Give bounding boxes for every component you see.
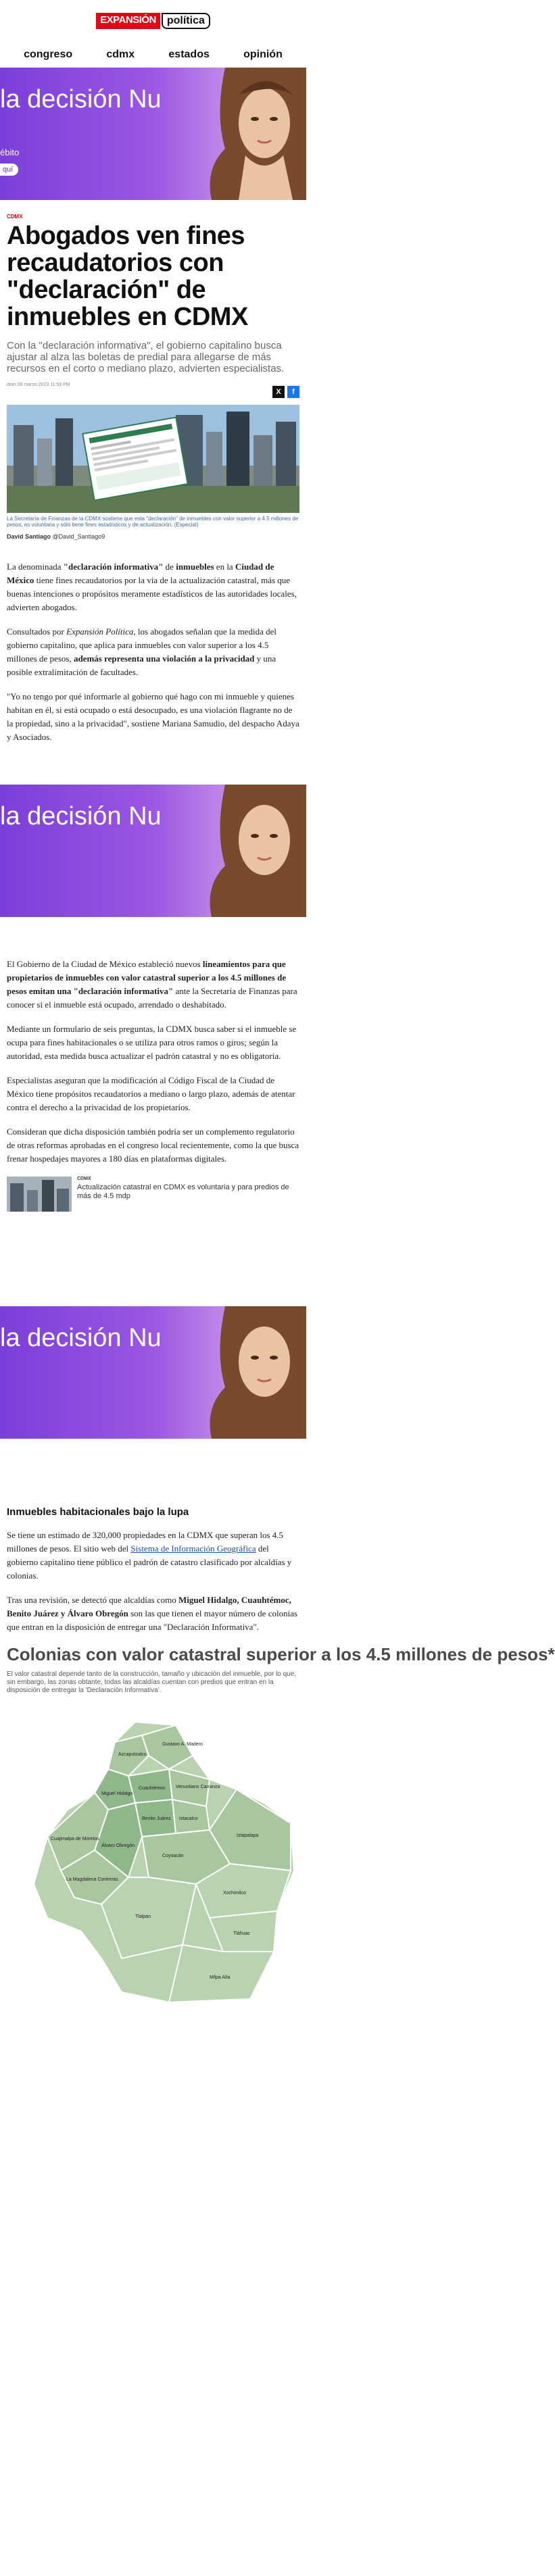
- zone-label: Benito Juárez: [142, 1816, 171, 1821]
- cdmx-map: [7, 1715, 299, 2006]
- ad-cta-button[interactable]: quí: [0, 164, 18, 176]
- nav-item-estados[interactable]: estados: [168, 49, 210, 60]
- facebook-share-icon[interactable]: f: [287, 386, 299, 398]
- photo-caption: La Secretaría de Finanzas de la CDMX sostiene que esta "declaración" de inmuebles con valor superior a 4.5 millones de pesos, es voluntaria y sólo tiene fines estadísticos y de actualización. (Especial): [7, 516, 299, 528]
- body-paragraph: La denominada "declaración informativa" de inmuebles en la Ciudad de México tiene fines recaudatorios por la vía de la actualización catastral, más que buenas intenciones o propósitos meramente estadísticos de las autoridades locales, advierten abogados.: [7, 562, 297, 612]
- logo-politica: política: [162, 13, 210, 29]
- site-header: [0, 0, 306, 42]
- main-nav: [0, 42, 306, 68]
- body-paragraph: Tras una revisión, se detectó que alcaldías como Miguel Hidalgo, Cuauhtémoc, Benito Juárez y Álvaro Obregón son las que tienen el mayor número de colonias que entran en la disposición de entregar una "Declaración Informativa".: [7, 1595, 298, 1632]
- author-handle[interactable]: @David_Santiago9: [52, 533, 105, 540]
- zone-label: Gustavo A. Madero: [162, 1742, 203, 1747]
- cdmx-map-svg: [7, 1715, 299, 2006]
- logo-expansion: EXPANSIÓN: [96, 13, 160, 29]
- article-byline: [7, 533, 299, 540]
- author-name[interactable]: David Santiago: [7, 533, 51, 540]
- ad-model-image: [198, 68, 306, 200]
- article-title: Abogados ven fines recaudatorios con "declaración" de inmuebles en CDMX: [7, 222, 248, 331]
- ad-headline: la decisión Nu: [0, 85, 162, 114]
- body-paragraph: Mediante un formulario de seis preguntas, la CDMX busca saber si el inmueble se ocupa para fines habitacionales o se utiliza para otros ramos o giros; según la autoridad, esta medida busca actualizar el padrón catastral y no es obligatoria.: [7, 1024, 297, 1061]
- zone-label: Iztapalapa: [237, 1833, 259, 1838]
- zone-label: Milpa Alta: [210, 1975, 231, 1980]
- zone-label: Coyoacán: [162, 1854, 184, 1858]
- ad-headline: la decisión Nu: [0, 802, 162, 831]
- x-share-icon[interactable]: X: [272, 386, 285, 398]
- zone-label: La Magdalena Contreras: [66, 1877, 119, 1882]
- ad-banner[interactable]: [0, 68, 306, 200]
- ad-model-image: [198, 785, 306, 917]
- ad-banner[interactable]: [0, 785, 306, 917]
- article-section-tag[interactable]: CDMX: [7, 214, 23, 220]
- article-date: dom 08 marzo 2023 11:59 PM: [7, 382, 70, 387]
- body-paragraph: "Yo no tengo por qué informarle al gobierno qué hago con mi inmueble y quienes habitan en él, si está ocupado o está desocupado, es una violación flagrante no de la propiedad, sino a la privacidad", sostiene Mariana Samudio, del despacho Adaya y Asociados.: [7, 691, 299, 742]
- zone-label: Iztacalco: [179, 1816, 198, 1821]
- nav-item-opinion[interactable]: opinión: [243, 49, 283, 60]
- body-paragraph: Consideran que dicha disposición también podría ser un complemento regulatorio de otras reformas aprobadas en el congreso local recientemente, como la que busca frenar hospedajes mayores a 180 días en plataformas digitales.: [7, 1126, 299, 1164]
- section-subhead: Inmuebles habitacionales bajo la lupa: [7, 1506, 189, 1518]
- related-article-tag: CDMX: [77, 1176, 91, 1181]
- zone-label: Xochimilco: [223, 1891, 246, 1896]
- related-article-thumbnail: [7, 1176, 72, 1212]
- article-photo: [7, 405, 299, 513]
- body-paragraph: Especialistas aseguran que la modificación al Código Fiscal de la Ciudad de México tiene propósitos recaudatorios a mediano o largo plazo, además de atentar contra el derecho a la privacidad de los propietarios.: [7, 1075, 295, 1112]
- city-skyline-image: [7, 405, 299, 513]
- nav-item-cdmx[interactable]: cdmx: [106, 49, 135, 60]
- site-logo[interactable]: [96, 13, 210, 29]
- article-summary: Con la "declaración informativa", el gobierno capitalino busca ajustar al alza las boletas de predial para allegarse de más recursos en el corto o mediano plazo, advierten especialistas.: [7, 340, 285, 374]
- zone-label: Cuajimalpa de Morelos: [51, 1837, 99, 1841]
- body-paragraph: Consultados por Expansión Política, los abogados señalan que la medida del gobierno capitalino, que aplica para inmuebles con valor superior a los 4.5 millones de pesos, además representa una violación a la privacidad y una posible extralimitación de facultades.: [7, 626, 276, 677]
- map-title: Colonias con valor catastral superior a los 4.5 millones de pesos*: [7, 1644, 555, 1664]
- body-paragraph: El Gobierno de la Ciudad de México estableció nuevos lineamientos para que propietarios de inmuebles con valor catastral superior a los 4.5 millones de pesos emitan una "declaración informativa" ante la Secretaría de Finanzas para conocer si el inmueble está ocupado, arrendado o deshabitado.: [7, 959, 297, 1010]
- zone-label: Tlalpan: [135, 1914, 151, 1919]
- sig-link[interactable]: Sistema de Información Geográfica: [130, 1543, 256, 1554]
- zone-label: Miguel Hidalgo: [101, 1791, 133, 1796]
- social-share-bar: [7, 386, 299, 398]
- ad-headline: la decisión Nu: [0, 1324, 162, 1352]
- body-paragraph: Se tiene un estimado de 320,000 propiedades en la CDMX que superan los 4.5 millones de pesos. El sitio web del Sistema de Información Geográfica del gobierno capitalino tiene público el padrón de catastro clasificado por alcaldías y colonias.: [7, 1530, 292, 1581]
- zone-label: Cuauhtémoc: [139, 1786, 166, 1791]
- ad-banner[interactable]: [0, 1306, 306, 1439]
- related-article-title[interactable]: Actualización catastral en CDMX es voluntaria y para predios de más de 4.5 mdp: [77, 1183, 289, 1200]
- ad-model-image: [198, 1306, 306, 1439]
- related-article-card[interactable]: [7, 1176, 299, 1212]
- ad-small-text: ébito: [0, 147, 20, 157]
- zone-label: Álvaro Obregón: [101, 1843, 135, 1848]
- map-note: El valor catastral depende tanto de la construcción, tamaño y ubicación del inmueble, por lo que, sin embargo, las zonas obtante, todas las alcaldías cuentan con predios que entran en la disposición de entregar la 'Declaración Informativa'.: [7, 1670, 297, 1694]
- nav-item-congreso[interactable]: congreso: [24, 49, 73, 60]
- zone-label: Tláhuac: [233, 1931, 250, 1936]
- zone-label: Azcapotzalco: [118, 1752, 147, 1757]
- zone-label: Venustiano Carranza: [176, 1785, 220, 1789]
